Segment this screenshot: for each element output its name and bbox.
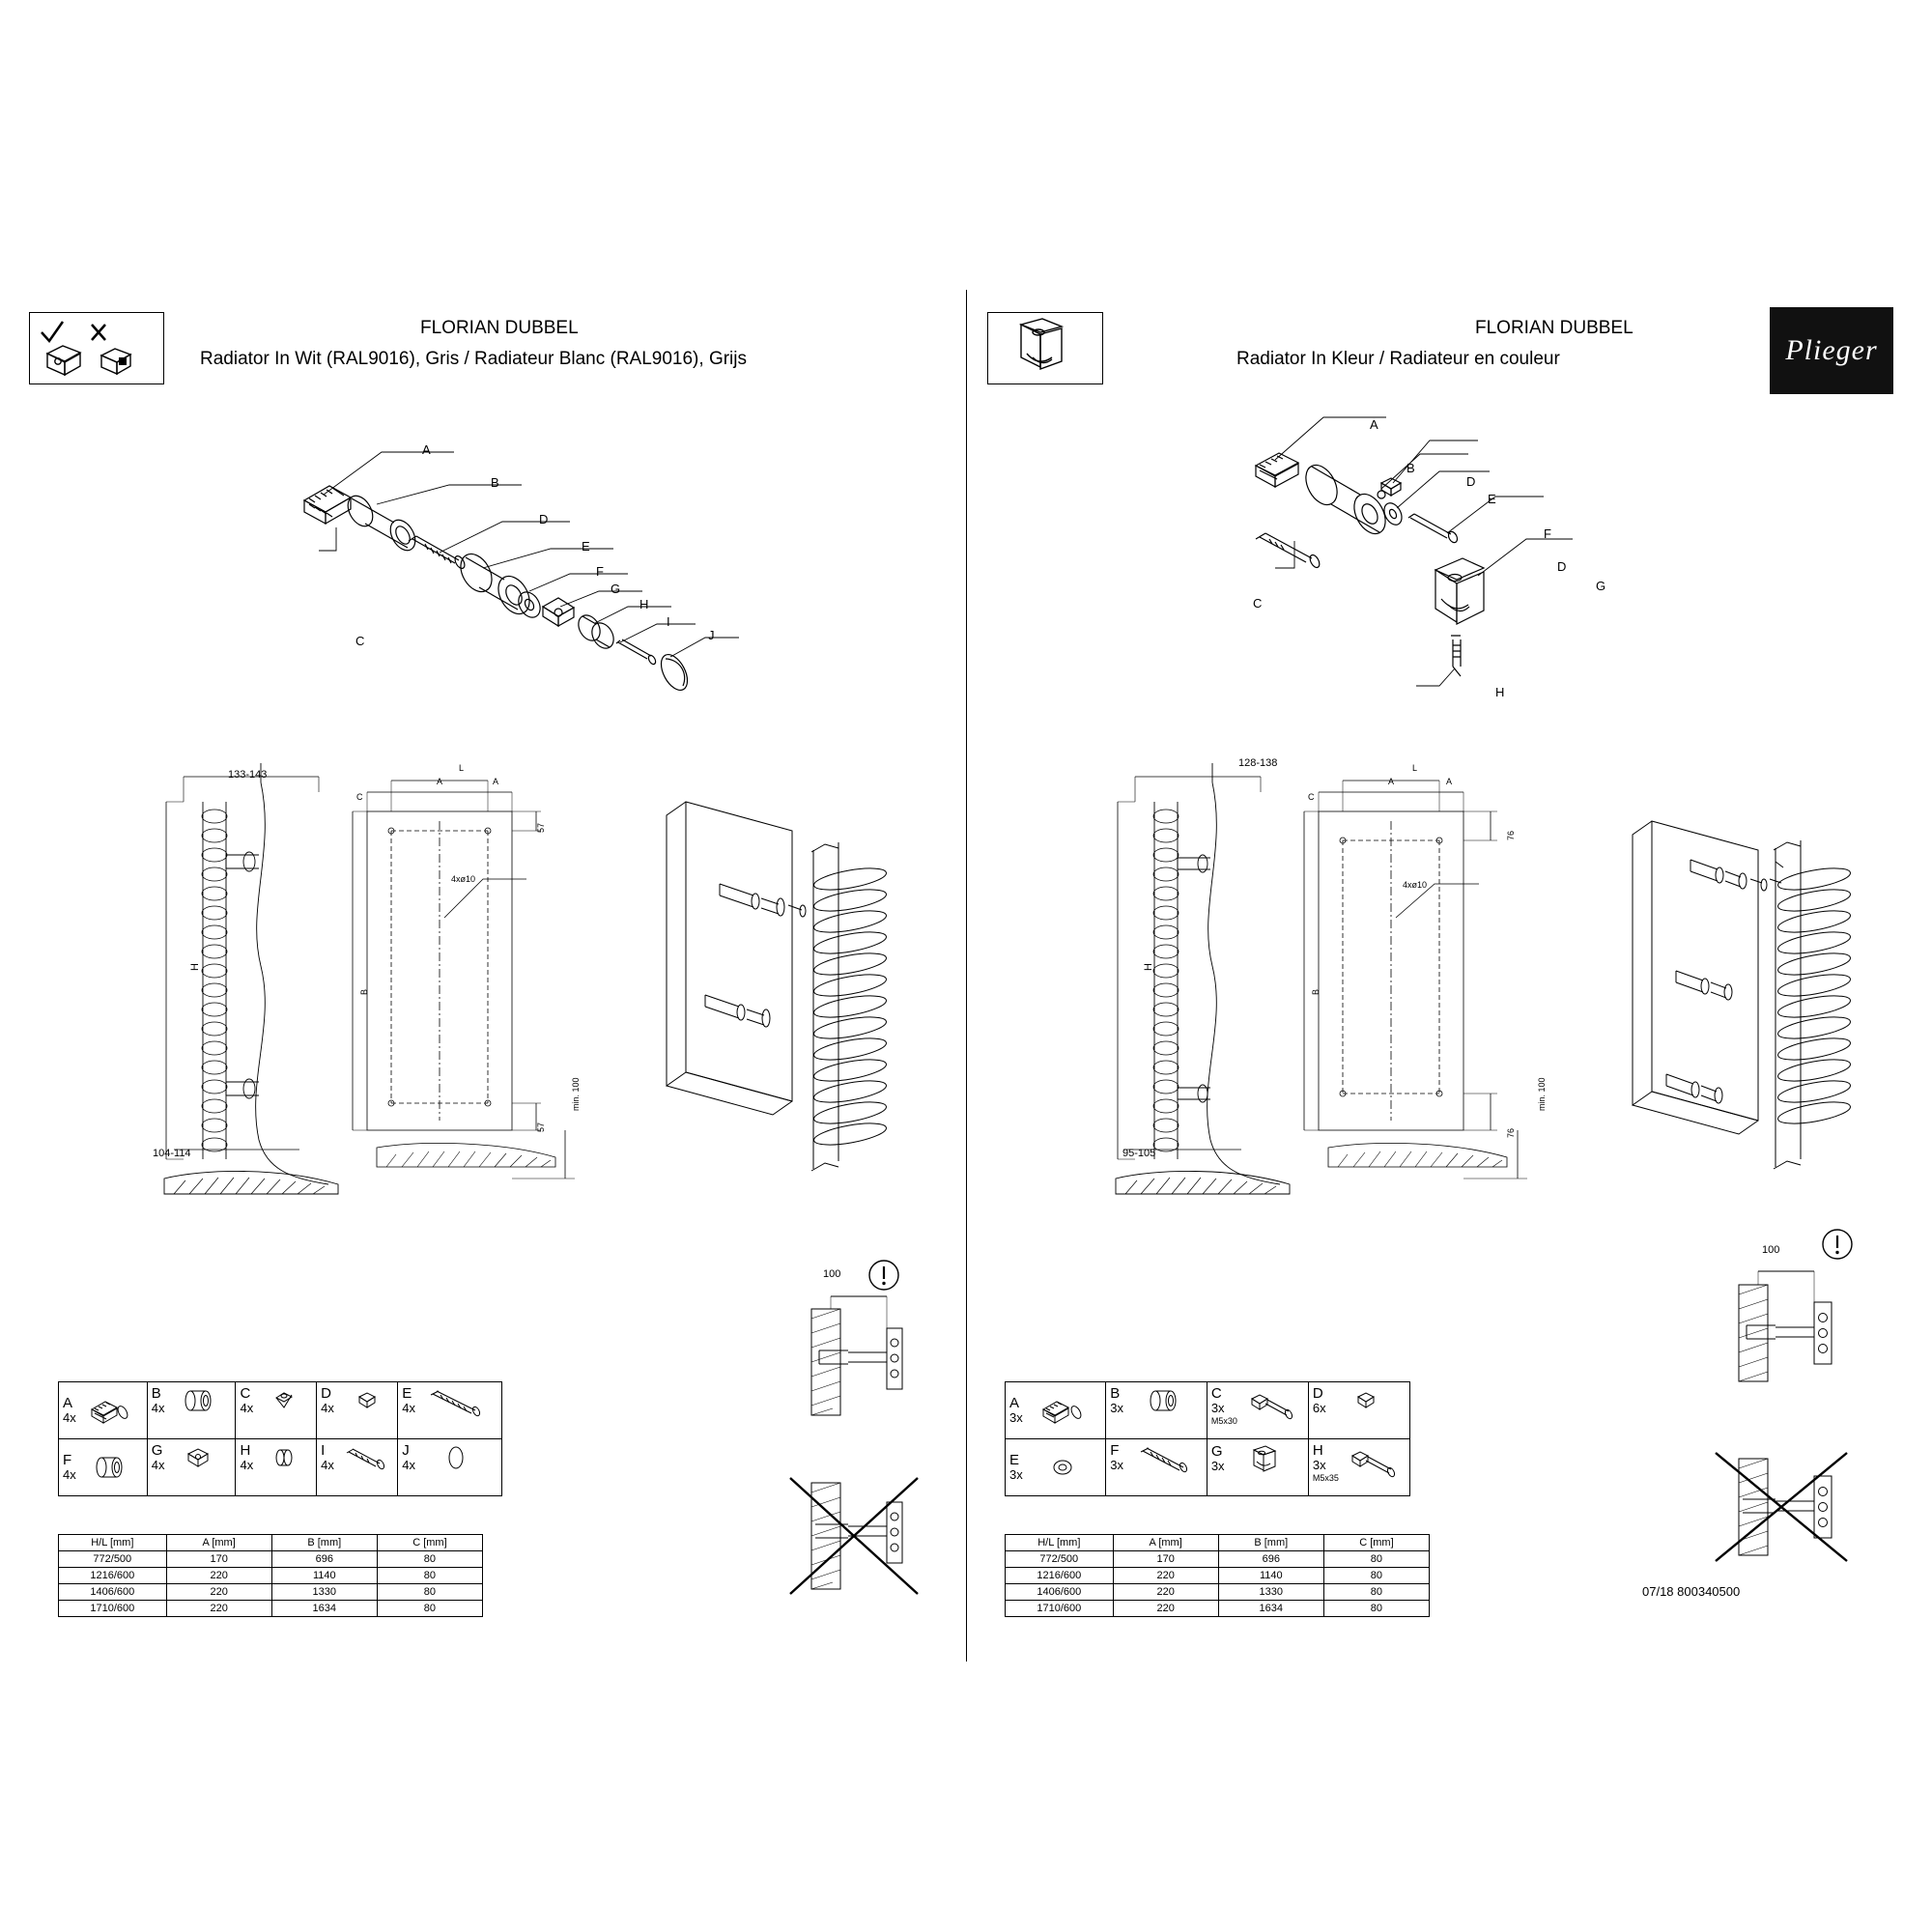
dim-left-A1: A bbox=[437, 777, 443, 786]
callout-left-J: J bbox=[708, 628, 715, 642]
cap-ring-icon bbox=[435, 1443, 477, 1472]
part-cell bbox=[398, 1382, 502, 1439]
nut-icon bbox=[348, 1386, 381, 1415]
wall-fixing-detail-left bbox=[773, 1275, 956, 1604]
cell: 1634 bbox=[1218, 1601, 1323, 1617]
table-row bbox=[1006, 1601, 1430, 1617]
long-screw-icon bbox=[1137, 1443, 1189, 1472]
part-cell bbox=[1106, 1439, 1208, 1496]
table-row bbox=[1006, 1551, 1430, 1568]
wall-plug-icon bbox=[1039, 1396, 1086, 1425]
dim-left-H: H bbox=[189, 963, 201, 971]
dimension-table-left bbox=[58, 1534, 483, 1617]
parts-table-left bbox=[58, 1381, 502, 1496]
bushing-icon bbox=[88, 1453, 130, 1482]
panel-title-right: FLORIAN DUBBEL bbox=[1475, 318, 1634, 338]
nut-icon bbox=[1347, 1386, 1385, 1415]
cell: 170 bbox=[166, 1551, 271, 1568]
callout-left-A: A bbox=[422, 442, 431, 457]
dim-right-minfloor: min. 100 bbox=[1537, 1077, 1547, 1111]
part-letter: C bbox=[1210, 1385, 1222, 1402]
cell: 80 bbox=[377, 1551, 482, 1568]
cell: 220 bbox=[166, 1568, 271, 1584]
table-header-row bbox=[1006, 1535, 1430, 1551]
panel-title-left: FLORIAN DUBBEL bbox=[420, 318, 579, 338]
cell: 772/500 bbox=[59, 1551, 167, 1568]
part-letter: G bbox=[151, 1442, 163, 1459]
sleeve-icon bbox=[177, 1386, 219, 1415]
cell: 220 bbox=[166, 1601, 271, 1617]
dim-right-A2: A bbox=[1446, 777, 1453, 786]
dim-right-A1: A bbox=[1388, 777, 1395, 786]
part-letter: A bbox=[63, 1394, 73, 1411]
col-C: C [mm] bbox=[1323, 1535, 1429, 1551]
part-qty: 4x bbox=[321, 1401, 334, 1416]
hole-pattern-left bbox=[348, 763, 618, 1179]
part-cell bbox=[59, 1439, 148, 1496]
panel-subtitle-left: Radiator In Wit (RAL9016), Gris / Radiateur Blanc (RAL9016), Grijs bbox=[200, 349, 747, 369]
bracket-clip-icon bbox=[988, 313, 1102, 384]
cell: 1330 bbox=[271, 1584, 377, 1601]
part-qty: 4x bbox=[402, 1401, 415, 1416]
cell: 220 bbox=[166, 1584, 271, 1601]
part-letter: F bbox=[63, 1451, 72, 1468]
part-letter: F bbox=[1110, 1442, 1120, 1459]
dim-right-offset-top: 76 bbox=[1506, 830, 1516, 840]
bolt-icon bbox=[1246, 1391, 1294, 1420]
cell: 1140 bbox=[1218, 1568, 1323, 1584]
callout-right-B: B bbox=[1406, 461, 1415, 475]
table-row bbox=[1006, 1584, 1430, 1601]
cell: 1330 bbox=[1218, 1584, 1323, 1601]
col-HL: H/L [mm] bbox=[1006, 1535, 1114, 1551]
col-HL: H/L [mm] bbox=[59, 1535, 167, 1551]
warning-icon-left bbox=[865, 1256, 903, 1294]
dim-left-minfloor: min. 100 bbox=[571, 1077, 581, 1111]
cell: 80 bbox=[377, 1568, 482, 1584]
callout-left-I: I bbox=[667, 614, 670, 629]
wall-plug-icon bbox=[88, 1396, 130, 1425]
callout-left-E: E bbox=[582, 539, 590, 554]
part-letter: B bbox=[1110, 1385, 1121, 1402]
cell: 220 bbox=[1113, 1568, 1218, 1584]
dim-right-top: 128-138 bbox=[1238, 757, 1278, 769]
col-B: B [mm] bbox=[271, 1535, 377, 1551]
part-qty: 3x bbox=[1210, 1459, 1225, 1474]
table-header-row bbox=[59, 1535, 483, 1551]
mounting-illustration-left bbox=[667, 782, 985, 1198]
brand-logo bbox=[1770, 307, 1893, 394]
part-qty: 4x bbox=[240, 1401, 254, 1416]
exploded-assembly-left bbox=[280, 444, 898, 753]
part-cell bbox=[1006, 1439, 1106, 1496]
dim-right-L: L bbox=[1412, 763, 1418, 773]
part-qty: 3x bbox=[1009, 1410, 1023, 1426]
part-letter: E bbox=[402, 1385, 412, 1402]
part-cell bbox=[317, 1382, 398, 1439]
cell: 1216/600 bbox=[59, 1568, 167, 1584]
callout-right-C: C bbox=[1253, 596, 1263, 611]
callout-right-F: F bbox=[1544, 526, 1551, 541]
part-letter: H bbox=[240, 1442, 251, 1459]
col-A: A [mm] bbox=[166, 1535, 271, 1551]
part-qty: 3x bbox=[1009, 1467, 1023, 1483]
dim-right-B: B bbox=[1311, 988, 1321, 995]
hole-pattern-right bbox=[1299, 763, 1579, 1179]
dim-left-B: B bbox=[359, 988, 369, 995]
part-cell bbox=[147, 1439, 236, 1496]
table-row bbox=[59, 1584, 483, 1601]
part-letter: C bbox=[240, 1385, 251, 1402]
warning-icon-right bbox=[1818, 1225, 1857, 1264]
part-letter: A bbox=[1009, 1394, 1020, 1411]
dim-left-offset-bottom: 57 bbox=[536, 1122, 546, 1132]
part-qty: 4x bbox=[151, 1401, 165, 1416]
part-letter: I bbox=[321, 1442, 326, 1459]
part-cell bbox=[1207, 1439, 1308, 1496]
cell: 170 bbox=[1113, 1551, 1218, 1568]
cell: 1406/600 bbox=[59, 1584, 167, 1601]
part-letter: G bbox=[1210, 1442, 1223, 1460]
callout-right-G: G bbox=[1596, 579, 1606, 593]
part-cell bbox=[236, 1382, 317, 1439]
screw-icon bbox=[343, 1443, 385, 1472]
small-cone-icon bbox=[267, 1386, 299, 1415]
hole-note-left: 4xø10 bbox=[451, 874, 476, 884]
parts-table-right bbox=[1005, 1381, 1410, 1496]
part-qty: 3x bbox=[1312, 1458, 1326, 1473]
cell: 220 bbox=[1113, 1601, 1218, 1617]
part-qty: 4x bbox=[151, 1458, 165, 1473]
callout-left-G: G bbox=[611, 582, 621, 596]
brand-name: Plieger bbox=[1785, 334, 1878, 366]
part-qty: 3x bbox=[1110, 1458, 1123, 1473]
table-row bbox=[59, 1568, 483, 1584]
dim-left-offset-top: 57 bbox=[536, 822, 546, 833]
document-code: 07/18 800340500 bbox=[1642, 1584, 1741, 1599]
part-qty: 3x bbox=[1110, 1401, 1123, 1416]
cell: 220 bbox=[1113, 1584, 1218, 1601]
callout-right-A: A bbox=[1370, 417, 1378, 432]
dim-left-C: C bbox=[356, 792, 363, 802]
dim-right-H: H bbox=[1143, 963, 1154, 971]
part-cell bbox=[59, 1382, 148, 1439]
warning-dim-left: 100 bbox=[823, 1268, 841, 1280]
part-size: M5x35 bbox=[1312, 1473, 1339, 1484]
bolt-icon bbox=[1347, 1448, 1397, 1477]
header-icon-box-right bbox=[987, 312, 1103, 384]
dim-right-bottom: 95-105 bbox=[1122, 1148, 1156, 1159]
part-cell bbox=[147, 1382, 236, 1439]
col-A: A [mm] bbox=[1113, 1535, 1218, 1551]
callout-left-H: H bbox=[639, 597, 649, 611]
cell: 80 bbox=[377, 1584, 482, 1601]
callout-left-C: C bbox=[355, 634, 365, 648]
part-letter: D bbox=[321, 1385, 331, 1402]
part-cell bbox=[1006, 1382, 1106, 1439]
part-cell bbox=[1308, 1382, 1409, 1439]
check-cross-bracket-icon bbox=[30, 313, 163, 384]
col-B: B [mm] bbox=[1218, 1535, 1323, 1551]
cell: 1216/600 bbox=[1006, 1568, 1114, 1584]
exploded-assembly-right bbox=[1236, 425, 1642, 753]
dimension-table-right bbox=[1005, 1534, 1430, 1617]
part-qty: 6x bbox=[1312, 1401, 1326, 1416]
cell: 80 bbox=[1323, 1568, 1429, 1584]
cell: 80 bbox=[377, 1601, 482, 1617]
cell: 1140 bbox=[271, 1568, 377, 1584]
part-cell bbox=[1207, 1382, 1308, 1439]
wall-fixing-detail-right bbox=[1700, 1246, 1893, 1575]
dim-left-bottom: 104-114 bbox=[153, 1148, 191, 1159]
part-letter: D bbox=[1312, 1385, 1323, 1402]
mounting-illustration-right bbox=[1633, 802, 1922, 1208]
dim-right-C: C bbox=[1308, 792, 1315, 802]
long-screw-icon bbox=[427, 1386, 485, 1415]
dim-right-offset-bottom: 76 bbox=[1506, 1127, 1516, 1138]
dim-left-A2: A bbox=[493, 777, 499, 786]
panel-subtitle-right: Radiator In Kleur / Radiateur en couleur bbox=[1236, 349, 1560, 369]
cell: 1710/600 bbox=[1006, 1601, 1114, 1617]
part-qty: 4x bbox=[402, 1458, 415, 1473]
part-letter: H bbox=[1312, 1442, 1323, 1459]
cell: 1710/600 bbox=[59, 1601, 167, 1617]
callout-right-D2: D bbox=[1557, 559, 1567, 574]
sleeve-icon bbox=[1142, 1386, 1184, 1415]
part-letter: J bbox=[402, 1442, 410, 1459]
part-size: M5x30 bbox=[1210, 1416, 1237, 1427]
square-bracket-icon bbox=[179, 1443, 217, 1472]
part-cell bbox=[398, 1439, 502, 1496]
part-qty: 4x bbox=[321, 1458, 334, 1473]
col-C: C [mm] bbox=[377, 1535, 482, 1551]
cell: 80 bbox=[1323, 1584, 1429, 1601]
part-qty: 4x bbox=[63, 1410, 76, 1426]
callout-left-F: F bbox=[596, 564, 604, 579]
part-qty: 4x bbox=[240, 1458, 254, 1473]
callout-left-D: D bbox=[539, 512, 549, 526]
part-letter: B bbox=[151, 1385, 161, 1402]
part-cell bbox=[1308, 1439, 1409, 1496]
callout-right-D: D bbox=[1466, 474, 1476, 489]
table-row bbox=[59, 1551, 483, 1568]
callout-right-E: E bbox=[1488, 492, 1496, 506]
hole-note-right: 4xø10 bbox=[1403, 880, 1428, 890]
washer-icon bbox=[1041, 1453, 1084, 1482]
dim-left-top: 133-143 bbox=[228, 769, 268, 781]
cell: 1634 bbox=[271, 1601, 377, 1617]
part-letter: E bbox=[1009, 1451, 1020, 1468]
callout-left-B: B bbox=[491, 475, 499, 490]
part-cell bbox=[236, 1439, 317, 1496]
cell: 772/500 bbox=[1006, 1551, 1114, 1568]
part-qty: 4x bbox=[63, 1467, 76, 1483]
cell: 696 bbox=[1218, 1551, 1323, 1568]
header-icon-box-left bbox=[29, 312, 164, 384]
clip-icon bbox=[267, 1443, 299, 1472]
cell: 1406/600 bbox=[1006, 1584, 1114, 1601]
cell: 80 bbox=[1323, 1551, 1429, 1568]
part-qty: 3x bbox=[1210, 1401, 1225, 1416]
cell: 80 bbox=[1323, 1601, 1429, 1617]
part-cell bbox=[317, 1439, 398, 1496]
bracket-clip-icon bbox=[1242, 1442, 1287, 1475]
callout-right-H: H bbox=[1495, 685, 1505, 699]
part-cell bbox=[1106, 1382, 1208, 1439]
warning-dim-right: 100 bbox=[1762, 1244, 1780, 1256]
cell: 696 bbox=[271, 1551, 377, 1568]
table-row bbox=[1006, 1568, 1430, 1584]
dim-left-L: L bbox=[459, 763, 465, 773]
table-row bbox=[59, 1601, 483, 1617]
